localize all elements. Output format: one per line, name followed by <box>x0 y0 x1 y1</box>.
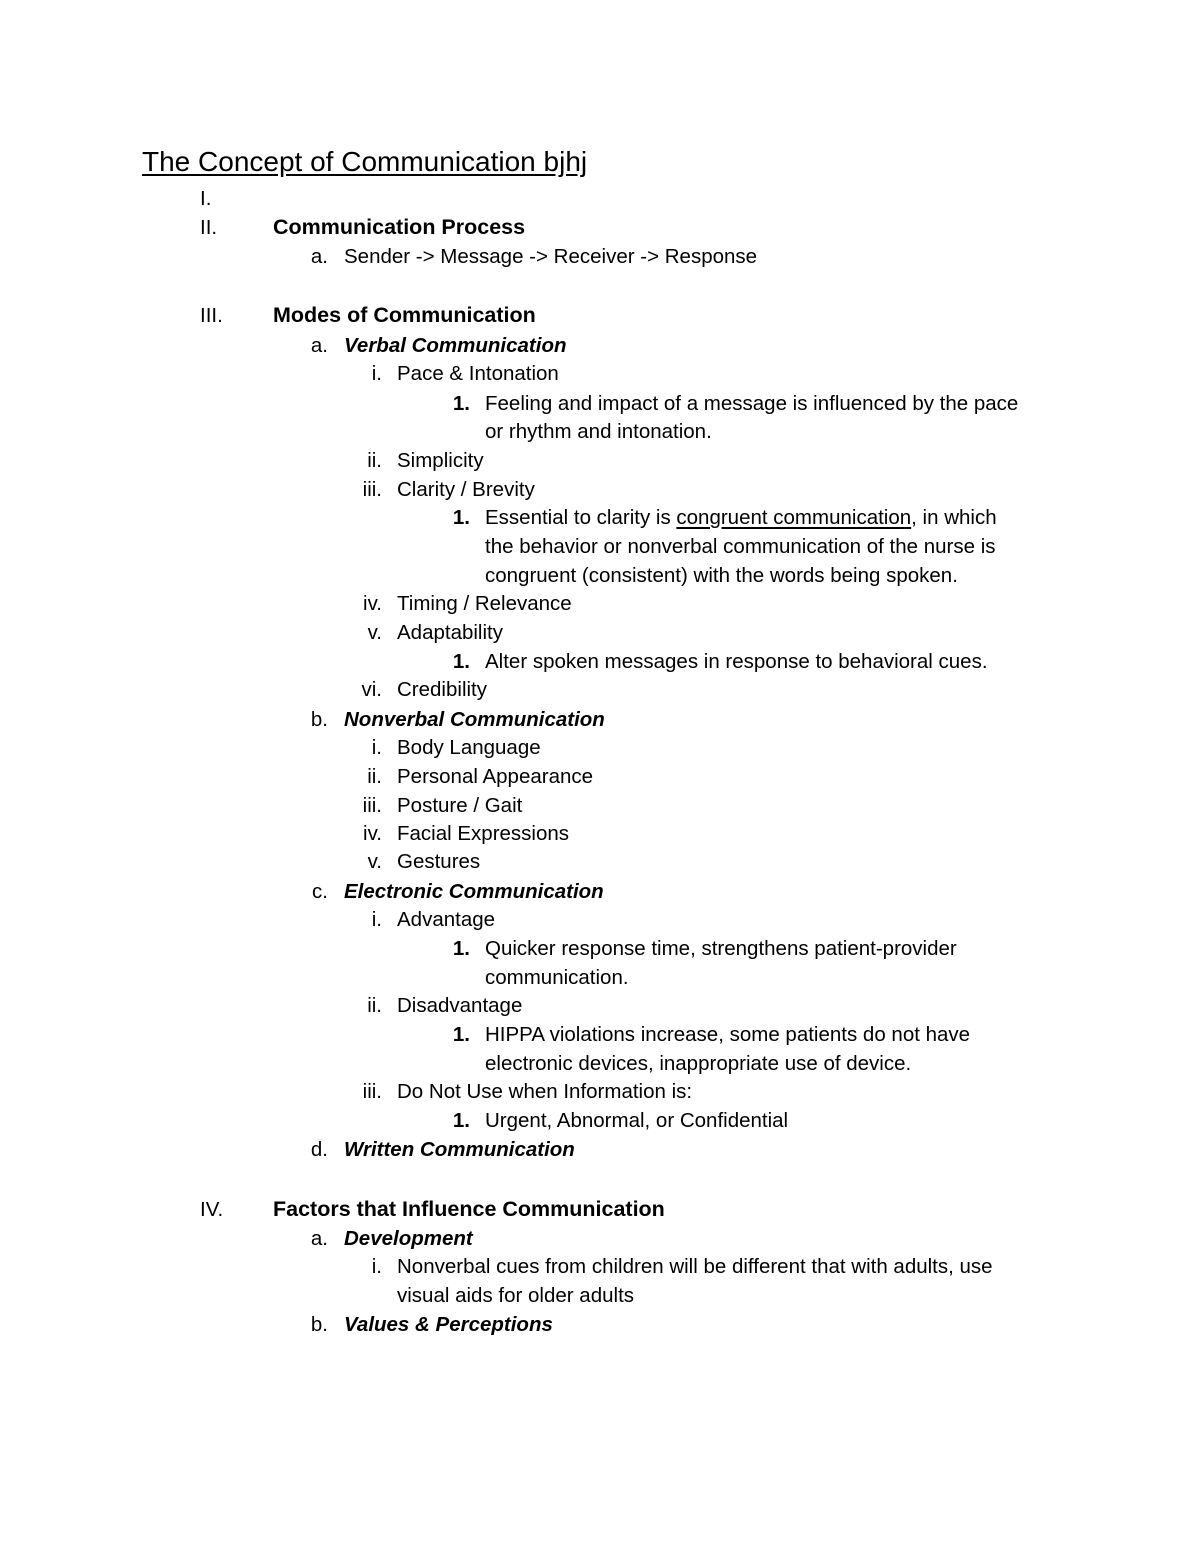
subsection-heading: Values & Perceptions <box>344 1313 553 1336</box>
list-item: Credibility <box>397 678 487 701</box>
subsection-marker: c. <box>312 880 328 903</box>
list-item: Personal Appearance <box>397 765 594 788</box>
list-item-detail: Urgent, Abnormal, or Confidential <box>485 1109 789 1132</box>
subsection-marker: a. <box>310 334 328 357</box>
detail-text: Essential to clarity is <box>485 506 677 529</box>
list-item: Advantage <box>397 908 496 931</box>
item-marker: iii. <box>362 794 382 817</box>
number-marker: 1. <box>452 650 470 673</box>
list-item: Body Language <box>397 736 541 759</box>
subsection-heading: Nonverbal Communication <box>344 708 605 731</box>
item-marker: i. <box>371 1255 382 1278</box>
list-item-detail: the behavior or nonverbal communication of the nurse is <box>485 535 996 558</box>
list-item-detail: Feeling and impact of a message is influenced by the pace <box>485 392 1019 415</box>
section-heading: Communication Process <box>273 215 526 239</box>
item-marker: iii. <box>362 478 382 501</box>
number-marker: 1. <box>452 506 470 529</box>
page-title: The Concept of Communication bjhj <box>142 146 588 177</box>
list-item: Clarity / Brevity <box>397 478 535 501</box>
subsection-marker: b. <box>310 708 328 731</box>
section-heading: Factors that Influence Communication <box>273 1197 665 1221</box>
list-item: Nonverbal cues from children will be different that with adults, use <box>397 1255 993 1278</box>
list-item: Adaptability <box>397 621 503 644</box>
list-item: Posture / Gait <box>397 794 523 817</box>
subsection-heading: Verbal Communication <box>344 334 567 357</box>
subsection-heading: Electronic Communication <box>344 880 604 903</box>
item-marker: v. <box>367 621 382 644</box>
item-marker: vi. <box>361 678 382 701</box>
list-item-detail: Quicker response time, strengthens patient-provider <box>485 937 957 960</box>
list-item-detail: or rhythm and intonation. <box>485 420 712 443</box>
section-marker: III. <box>200 304 223 327</box>
number-marker: 1. <box>452 1109 470 1132</box>
subsection-marker: b. <box>310 1313 328 1336</box>
item-marker: ii. <box>367 994 382 1017</box>
number-marker: 1. <box>452 1023 470 1046</box>
list-item: Do Not Use when Information is: <box>397 1080 693 1103</box>
number-marker: 1. <box>452 937 470 960</box>
list-item: Gestures <box>397 850 481 873</box>
list-item-detail <box>485 504 997 532</box>
list-item-detail: Alter spoken messages in response to behavioral cues. <box>485 650 988 673</box>
item-marker: iii. <box>362 1080 382 1103</box>
section-heading: Modes of Communication <box>273 303 536 327</box>
list-item-detail: electronic devices, inappropriate use of device. <box>485 1052 912 1075</box>
detail-text: , in which <box>911 506 997 529</box>
list-item: Simplicity <box>397 449 484 472</box>
list-item-detail: congruent (consistent) with the words being spoken. <box>485 564 958 587</box>
number-marker: 1. <box>452 392 470 415</box>
list-item: Disadvantage <box>397 994 523 1017</box>
section-marker: II. <box>200 216 218 239</box>
item-marker: ii. <box>367 765 382 788</box>
subsection-heading: Development <box>344 1227 473 1250</box>
item-marker: v. <box>367 850 382 873</box>
item-marker: i. <box>371 362 382 385</box>
list-item-detail: HIPPA violations increase, some patients do not have <box>485 1023 971 1046</box>
subsection-heading: Written Communication <box>344 1138 575 1161</box>
subsection-marker: a. <box>310 1227 328 1250</box>
list-item: Facial Expressions <box>397 822 570 845</box>
list-item-detail: communication. <box>485 966 629 989</box>
underlined-term: congruent communication <box>676 506 912 529</box>
list-item: Sender -> Message -> Receiver -> Response <box>344 245 758 268</box>
item-marker: ii. <box>367 449 382 472</box>
list-item: visual aids for older adults <box>397 1284 635 1307</box>
subsection-marker: a. <box>310 245 328 268</box>
list-item: Pace & Intonation <box>397 362 559 385</box>
section-marker: I. <box>200 187 212 210</box>
section-marker: IV. <box>200 1198 224 1221</box>
list-item: Timing / Relevance <box>397 592 572 615</box>
item-marker: i. <box>371 736 382 759</box>
item-marker: iv. <box>363 822 382 845</box>
item-marker: iv. <box>363 592 382 615</box>
item-marker: i. <box>371 908 382 931</box>
subsection-marker: d. <box>310 1138 328 1161</box>
